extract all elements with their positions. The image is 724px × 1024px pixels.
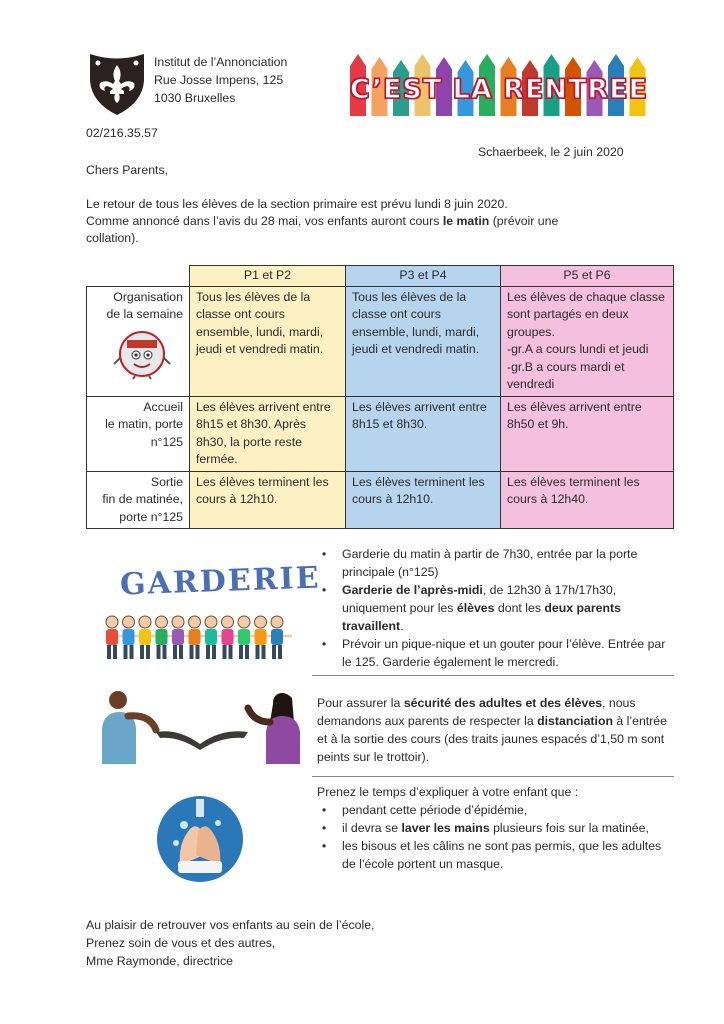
securite-bold-2: distanciation bbox=[537, 714, 613, 728]
cell-sortie-p3: Les élèves terminent les cours à 12h10. bbox=[346, 471, 501, 529]
garderie-bullet-afternoon bbox=[342, 581, 667, 635]
child-figure bbox=[123, 616, 135, 659]
school-address bbox=[154, 53, 287, 107]
cell-sortie-p1: Les élèves terminent les cours à 12h10. bbox=[190, 471, 346, 529]
rentree-banner bbox=[344, 50, 654, 118]
school-name: Institut de l’Annonciation bbox=[154, 55, 288, 69]
child-figure bbox=[255, 616, 267, 659]
closing-block bbox=[86, 916, 374, 970]
cell-org-p5 bbox=[501, 286, 674, 396]
hygiene-bullet-handwash bbox=[342, 819, 667, 837]
child-figure bbox=[172, 616, 184, 659]
school-street: Rue Josse Impens, 125 bbox=[154, 73, 284, 87]
child-figure bbox=[238, 616, 250, 659]
hygiene-text-a: il devra se bbox=[342, 821, 402, 835]
hygiene-bullet-epidemic: • pendant cette période d’épidémie, bbox=[342, 801, 667, 819]
cell-org-p5-text: Les élèves de chaque classe sont partagés en deux groupes. bbox=[507, 289, 665, 339]
child-figure bbox=[222, 616, 234, 659]
hygiene-bold-mains: laver les mains bbox=[401, 821, 490, 835]
closing-line-1: Au plaisir de retrouver vos enfants au sein de l’école, bbox=[86, 918, 375, 932]
social-distancing-icon bbox=[98, 688, 302, 764]
row-header-organisation bbox=[87, 286, 190, 396]
intro-paragraph bbox=[86, 196, 646, 247]
hygiene-bullet-mask: • les bisous et les câlins ne sont pas permis, que les adultes de l’école portent un masque. bbox=[342, 837, 667, 873]
cell-org-p1: Tous les élèves de la classe ont cours ensemble, lundi, mardi, jeudi et vendredi matin. bbox=[190, 286, 346, 396]
securite-text-1: Pour assurer la bbox=[317, 696, 404, 710]
row-subtitle: fin de matinée, porte n°125 bbox=[102, 492, 183, 524]
child-figure bbox=[205, 616, 217, 659]
handwashing-icon bbox=[156, 795, 244, 883]
school-city: 1030 Bruxelles bbox=[154, 91, 236, 105]
garderie-bullet-picnic: • Prévoir un pique-nique et un gouter pour l’élève. Entrée par le 125. Garderie également le mercredi. bbox=[342, 635, 667, 671]
securite-text-2: , nous demandons aux parents de respecter la bbox=[317, 696, 636, 728]
table-row bbox=[87, 471, 674, 529]
securite-paragraph bbox=[317, 694, 667, 766]
cell-accueil-p1: Les élèves arrivent entre 8h15 et 8h30. Après 8h30, la porte reste fermée. bbox=[190, 396, 346, 471]
intro-text-c: (prévoir une collation). bbox=[86, 214, 559, 245]
garderie-list bbox=[317, 545, 667, 671]
cell-accueil-p5: Les élèves arrivent entre 8h50 et 9h. bbox=[501, 396, 674, 471]
garderie-art-title: GARDERIE bbox=[119, 560, 322, 603]
row-subtitle: le matin, porte n°125 bbox=[105, 417, 183, 449]
hygiene-block bbox=[317, 783, 667, 873]
banner-title: C’EST LA RENTREE bbox=[349, 74, 649, 105]
phone-number: 02/216.35.57 bbox=[86, 126, 158, 140]
securite-bold-1: sécurité des adultes et des élèves bbox=[403, 696, 603, 710]
table-corner bbox=[87, 266, 190, 287]
signature: Mme Raymonde, directrice bbox=[86, 954, 233, 968]
hygiene-intro: Prenez le temps d’expliquer à votre enfant que : bbox=[317, 785, 579, 799]
garderie-dont-text: dont les bbox=[494, 601, 545, 615]
fleur-de-lis-shield-icon bbox=[86, 51, 148, 117]
row-title: Accueil bbox=[143, 399, 183, 414]
header-p1-p2: P1 et P2 bbox=[190, 266, 346, 287]
row-subtitle: de la semaine bbox=[106, 307, 183, 321]
intro-text-a: Comme annoncé dans l’avis du 28 mai, vos enfants auront cours bbox=[86, 214, 443, 228]
child-figure bbox=[139, 616, 151, 659]
row-header-sortie bbox=[87, 471, 190, 529]
schedule-table bbox=[86, 265, 674, 529]
garderie-period: . bbox=[400, 619, 404, 633]
calendar-mascot-icon bbox=[111, 328, 173, 380]
row-title: Sortie bbox=[150, 474, 183, 489]
table-row bbox=[87, 286, 674, 396]
intro-line-1: Le retour de tous les élèves de la section primaire est prévu lundi 8 juin 2020. bbox=[86, 197, 508, 211]
child-figure bbox=[156, 616, 168, 659]
cell-org-p5-group-a: -gr.A a cours lundi et jeudi bbox=[507, 342, 649, 356]
garderie-eleves-bold: élèves bbox=[456, 601, 495, 615]
divider bbox=[312, 675, 674, 676]
child-figure bbox=[189, 616, 201, 659]
child-figure bbox=[106, 616, 118, 659]
intro-bold-matin: le matin bbox=[442, 214, 490, 228]
cell-accueil-p3: Les élèves arrivent entre 8h15 et 8h30. bbox=[346, 396, 501, 471]
header-p5-p6: P5 et P6 bbox=[501, 266, 674, 287]
garderie-bullet-morning: • Garderie du matin à partir de 7h30, entrée par la porte principale (n°125) bbox=[342, 545, 667, 581]
garderie-parents-bold: deux parents travaillent bbox=[342, 601, 621, 633]
child-figure bbox=[271, 616, 283, 659]
row-header-accueil bbox=[87, 396, 190, 471]
greeting: Chers Parents, bbox=[86, 163, 169, 177]
garderie-afternoon-text: , de 12h30 à 17h/17h30, uniquement pour les bbox=[342, 583, 617, 615]
garderie-afternoon-bold: Garderie de l’après-midi bbox=[342, 583, 483, 597]
hygiene-text-b: plusieurs fois sur la matinée, bbox=[489, 821, 649, 835]
table-header-row bbox=[87, 266, 674, 287]
divider bbox=[312, 776, 674, 777]
table-row bbox=[87, 396, 674, 471]
header-p3-p4: P3 et P4 bbox=[346, 266, 501, 287]
cell-org-p5-group-b: -gr.B a cours mardi et vendredi bbox=[507, 359, 625, 391]
closing-line-2: Prenez soin de vous et des autres, bbox=[86, 936, 276, 950]
intro-line-2 bbox=[86, 213, 586, 247]
cell-org-p3: Tous les élèves de la classe ont cours ensemble, lundi, mardi, jeudi et vendredi matin. bbox=[346, 286, 501, 396]
garderie-illustration bbox=[98, 556, 322, 666]
securite-text-3: à l’entrée et à la sortie des cours (des traits jaunes espacés d’1,50 m sont peints sur le trottoir). bbox=[317, 714, 667, 764]
letter-date: Schaerbeek, le 2 juin 2020 bbox=[478, 145, 624, 159]
row-title: Organisation bbox=[113, 289, 183, 304]
children-holding-hands-icon bbox=[104, 610, 294, 666]
cell-sortie-p5: Les élèves terminent les cours à 12h40. bbox=[501, 471, 674, 529]
